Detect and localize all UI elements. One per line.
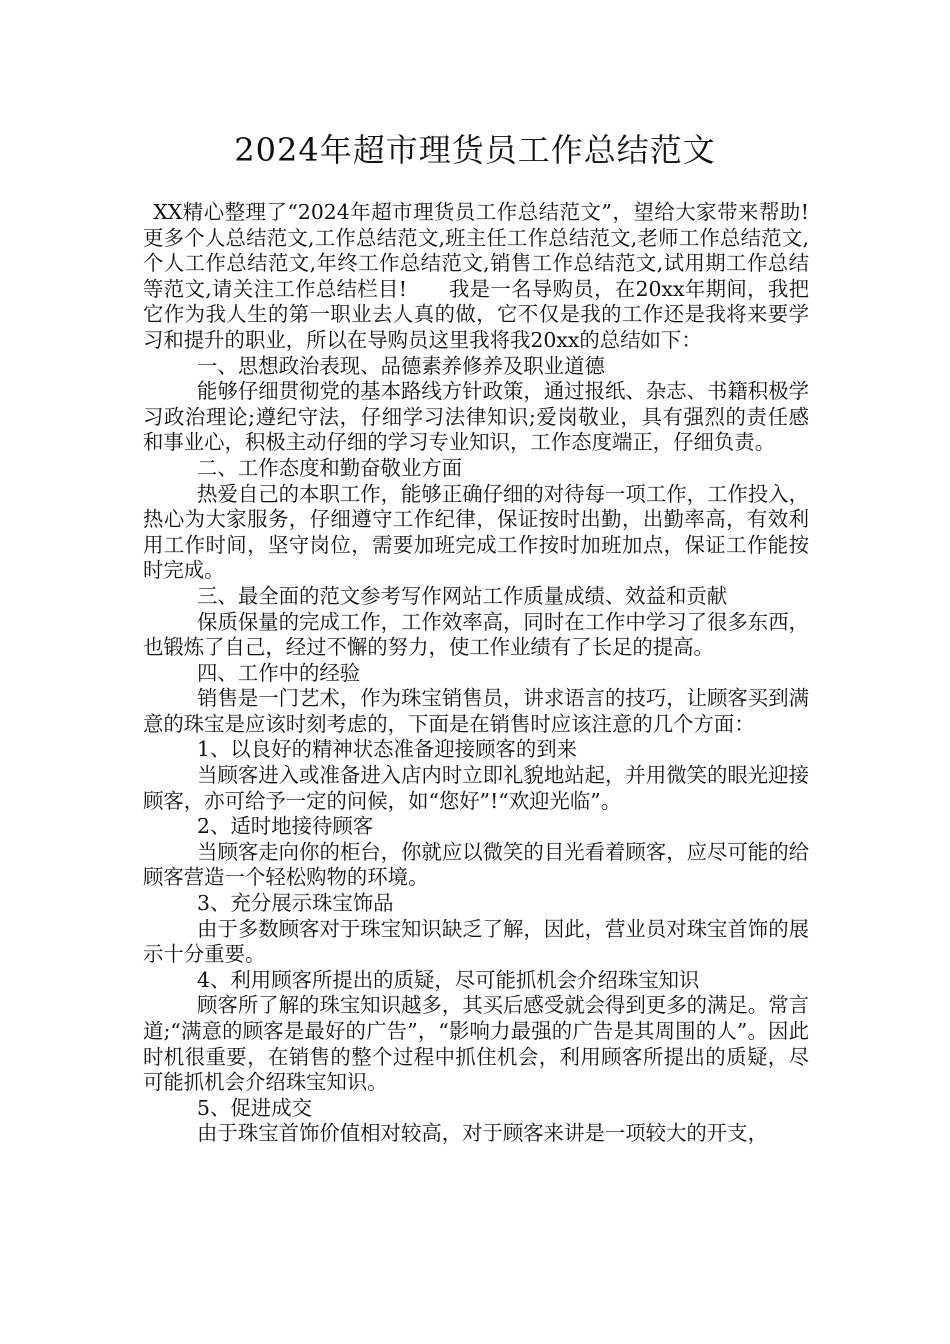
subsection-heading-4: 4、利用顾客所提出的质疑，尽可能抓机会介绍珠宝知识 — [197, 967, 700, 992]
body-paragraph: 顾客所了解的珠宝知识越多，其买后感受就会得到更多的满足。常言道;“满意的顾客是最好的广告”，“影响力最强的广告是其周围的人”。因此时机很重要，在销售的整个过程中抓住机会，利用顾客所提出的质疑，尽可能抓机会介绍珠宝知识。 — [143, 993, 809, 1095]
subsection-heading-2: 2、适时地接待顾客 — [197, 814, 374, 839]
body-paragraph: 由于珠宝首饰价值相对较高，对于顾客来讲是一项较大的开支， — [197, 1121, 768, 1146]
section-heading-2: 二、工作态度和勤奋敬业方面 — [197, 455, 463, 480]
body-paragraph: 当顾客进入或准备进入店内时立即礼貌地站起，并用微笑的眼光迎接顾客，亦可给予一定的问候，如“您好”!“欢迎光临”。 — [143, 763, 809, 813]
intro-paragraph: XX精心整理了“2024年超市理货员工作总结范文”，望给大家带来帮助!更多个人总结范文,工作总结范文,班主任工作总结范文,老师工作总结范文,个人工作总结范文,年终工作总结范文,销售工作总结范文,试用期工作总结等范文,请关注工作总结栏目! 我是一名导购员，在20xx年期间，我把它作为我人生的第一职业去人真的做，它不仅是我的工作还是我将来要学习和提升的职业，所以在导购员这里我将我20xx的总结如下： — [143, 200, 809, 352]
document-title: 2024年超市理货员工作总结范文 — [234, 131, 716, 169]
section-heading-3: 三、最全面的范文参考写作网站工作质量成绩、效益和贡献 — [197, 583, 728, 608]
section-heading-1: 一、思想政治表现、品德素养修养及职业道德 — [197, 353, 605, 378]
body-paragraph: 销售是一门艺术，作为珠宝销售员，讲求语言的技巧，让顾客买到满意的珠宝是应该时刻考虑的，下面是在销售时应该注意的几个方面： — [143, 686, 809, 736]
body-paragraph: 热爱自己的本职工作，能够正确仔细的对待每一项工作，工作投入，热心为大家服务，仔细遵守工作纪律，保证按时出勤，出勤率高，有效利用工作时间，坚守岗位，需要加班完成工作按时加班加点，保证工作能按时完成。 — [143, 481, 809, 583]
subsection-heading-3: 3、充分展示珠宝饰品 — [197, 891, 394, 916]
body-paragraph: 保质保量的完成工作，工作效率高，同时在工作中学习了很多东西，也锻炼了自己，经过不懈的努力，使工作业绩有了长足的提高。 — [143, 609, 809, 660]
subsection-heading-5: 5、促进成交 — [197, 1095, 312, 1120]
body-paragraph: 能够仔细贯彻党的基本路线方针政策，通过报纸、杂志、书籍积极学习政治理论;遵纪守法，仔细学习法律知识;爱岗敬业，具有强烈的责任感和事业心，积极主动仔细的学习专业知识，工作态度端正，仔细负责。 — [143, 379, 809, 455]
subsection-heading-1: 1、以良好的精神状态准备迎接顾客的到来 — [197, 737, 578, 762]
body-paragraph: 当顾客走向你的柜台，你就应以微笑的目光看着顾客，应尽可能的给顾客营造一个轻松购物的环境。 — [143, 839, 809, 890]
section-heading-4: 四、工作中的经验 — [197, 660, 361, 685]
body-paragraph: 由于多数顾客对于珠宝知识缺乏了解，因此，营业员对珠宝首饰的展示十分重要。 — [143, 916, 809, 967]
document-body — [143, 200, 809, 1147]
